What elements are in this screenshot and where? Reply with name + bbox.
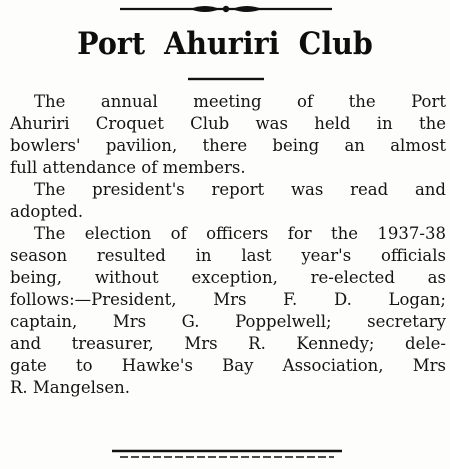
text-line: season resulted in last year's officials (10, 246, 446, 265)
text-line: full attendance of members. (10, 158, 246, 177)
text-line: R. Mangelsen. (10, 378, 130, 397)
ornamental-bottom-rule (112, 447, 342, 461)
text-line: and treasurer, Mrs R. Kennedy; dele- (10, 334, 446, 353)
text-line: follows:—President, Mrs F. D. Logan; (10, 290, 446, 309)
text-line: captain, Mrs G. Poppelwell; secretary (10, 312, 446, 331)
article-headline: Port Ahuriri Club (77, 26, 373, 62)
article-paragraph-3 (10, 223, 446, 399)
headline-underline (188, 77, 264, 81)
ornamental-top-rule (120, 2, 332, 16)
text-line: bowlers' pavilion, there being an almost (10, 136, 446, 155)
text-line: Ahuriri Croquet Club was held in the (10, 114, 446, 133)
text-line: gate to Hawke's Bay Association, Mrs (10, 356, 446, 375)
article-body (10, 91, 446, 399)
text-line: being, without exception, re-elected as (10, 268, 446, 287)
article-paragraph-1 (10, 91, 446, 179)
text-line: The annual meeting of the Port (34, 92, 446, 111)
text-line: adopted. (10, 202, 84, 221)
text-line: The election of officers for the 1937-38 (34, 224, 446, 243)
article-paragraph-2 (10, 179, 446, 223)
text-line: The president's report was read and (34, 180, 446, 199)
